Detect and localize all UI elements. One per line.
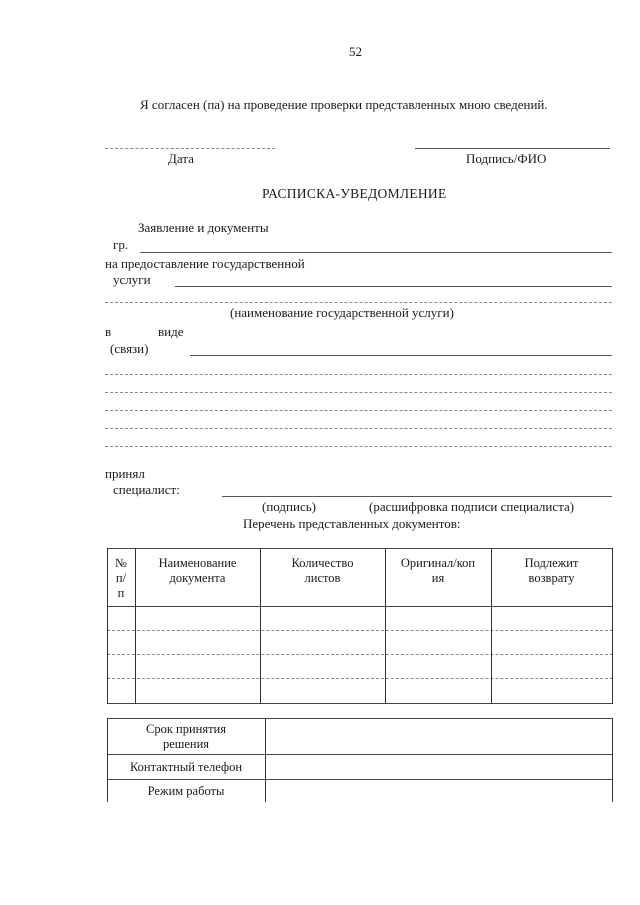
consent-text: Я согласен (па) на проведение проверки представленных мною сведений. [140,97,548,112]
form-label: виде [158,324,184,339]
date-label: Дата [168,151,194,166]
info-label-contact-phone: Контактный телефон [129,760,243,774]
blank-line-1 [105,374,612,375]
statement-provision-text: на предоставление государственной [105,256,305,271]
citizen-name-line [140,252,612,253]
decode-caption: (расшифровка подписи специалиста) [369,499,575,514]
date-line [105,148,275,149]
page-number: 52 [349,44,362,59]
blank-line-4 [105,428,612,429]
signature-label: Подпись/ФИО [466,151,547,166]
blank-line-5 [105,446,612,447]
info-table [107,718,613,802]
specialist-label: специалист: [113,482,180,497]
col-header-return: Подлежит возврату [524,556,579,585]
info-label-decision-term: Срок принятия решения [145,722,226,751]
receipt-title: РАСПИСКА-УВЕДОМЛЕНИЕ [262,186,447,201]
accepted-label: принял [105,466,145,481]
specialist-line [222,496,612,497]
sign-caption: (подпись) [262,499,316,514]
documents-table [107,548,613,704]
col-header-doc-name: Наименование документа [158,556,237,585]
blank-line-3 [105,410,612,411]
service-line-2 [105,302,612,303]
col-header-sheet-count: Количество листов [291,556,354,585]
statement-line1: Заявление и документы [138,220,269,235]
service-name-caption: (наименование государственной услуги) [230,305,454,320]
statement-service-word: услуги [113,272,151,287]
in-label: в [105,324,112,339]
col-header-original-copy: Оригинал/коп ия [400,556,476,585]
documents-list-title: Перечень представленных документов: [243,516,461,531]
signature-line [415,148,610,149]
col-header-number: № п/ п [115,556,127,600]
link-label: (связи) [110,341,149,356]
statement-gr-label: гр. [113,237,129,252]
blank-line-2 [105,392,612,393]
info-label-work-hours: Режим работы [147,784,225,798]
form-line-1 [190,355,612,356]
service-line-1 [175,286,612,287]
